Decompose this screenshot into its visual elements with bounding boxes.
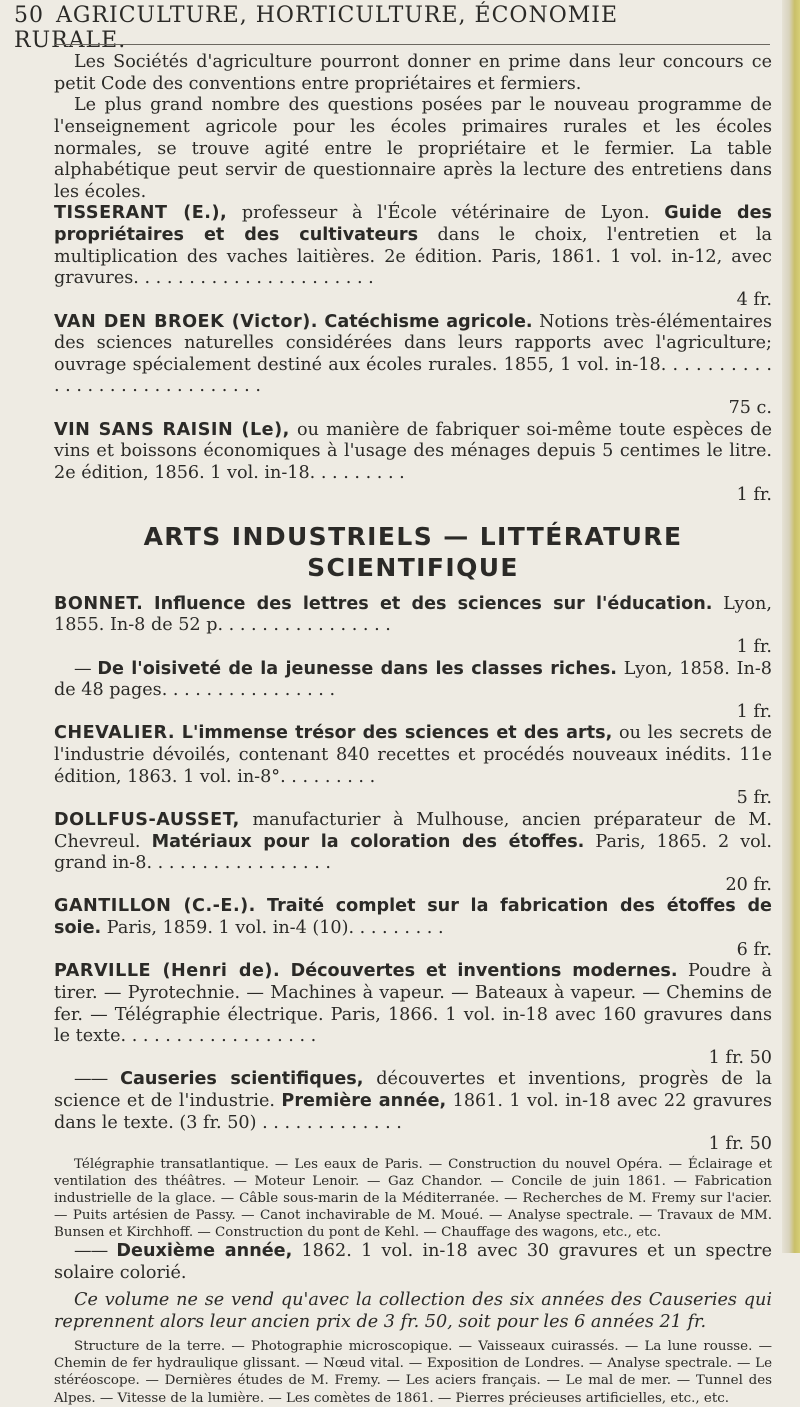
entry-price: 1 fr. 50 [708,1134,772,1155]
entry-author: DOLLFUS-AUSSET, [54,809,240,830]
catalog-entry [54,896,772,961]
entry-price: 5 fr. [736,788,772,809]
entry-contents: Structure de la terre. — Photographie microscopique. — Vaisseaux cuirassés. — La lune rousse. — Chemin de fer hydraulique glissant. — Nœud vital. — Exposition de Londres. — Analyse spectrale. — Le stéréoscope. — Dernières études de M. Fremy. — Les aciers français. — Le mal de mer. — Tunnel des Alpes. — Vitesse de la lumière. — Les comètes de 1861. — Pierres précieuses artificielles, etc., etc. [54,1339,772,1406]
entry-text: Paris, 1859. 1 vol. in-4 (10). . . . . . . . . [101,918,444,938]
catalog-entry [54,420,772,507]
entry-text: dans le choix, l'entretien et la multiplication des vaches laitières. 2e édition. Paris, 1861. 1 vol. in-12, avec gravures. . . . . . . . . . . . . . . . . . . . . . [54,225,772,289]
entry-author: — [74,658,91,679]
header-rule [54,44,770,45]
entry-title: Causeries scientifiques, [120,1069,364,1090]
entry-year-label: Première année, [281,1091,447,1111]
entry-price: 1 fr. [736,484,772,505]
entry-author: VIN SANS RAISIN (Le), [54,419,290,440]
entry-text: 1862. 1 vol. in-18 avec 30 gravures et un spectre solaire colorié. [54,1240,772,1283]
entry-price: 4 fr. [736,289,772,310]
entry-text: Poudre à tirer. — Pyrotechnie. — Machines à vapeur. — Bateaux à vapeur. — Chemins de fer. — Télégraphie électrique. Paris, 1866. 1 vol. in-18 avec 160 gravures dans le texte. . . . . . . . . . . . . . . . . . [54,961,773,1047]
entry-text: manufacturier à Mulhouse, ancien préparateur de M. Chevreul. [54,809,772,852]
entry-title: Découvertes et inventions modernes. [290,961,678,982]
entry-price: 1 fr. 50 [708,1047,772,1068]
intro-paragraph-1: Les Sociétés d'agriculture pourront donner en prime dans leur concours ce petit Code des conventions entre propriétaires et fermiers. [54,52,772,94]
entry-text: Lyon, 1858. In-8 de 48 pages. . . . . . . . . . . . . . . . [54,658,773,701]
entry-price: 6 fr. [736,939,772,960]
entry-price: 1 fr. [736,701,772,722]
entry-text: ou manière de fabriquer soi-même toute espèces de vins et boissons économiques à l'usage des ménages depuis 5 centimes le litre. 2e édition, 1856. 1 vol. in-18. . . . . . . . . [54,419,772,483]
entry-text: ou les secrets de l'industrie dévoilés, contenant 840 recettes et procédés nouveaux inédits. 11e édition, 1863. 1 vol. in-8°. . . . . . . . . [54,723,772,787]
entry-title: De l'oisiveté de la jeunesse dans les classes riches. [97,658,617,679]
catalog-entry [54,810,772,897]
entry-author: VAN DEN BROEK (Victor). [54,311,318,332]
running-title: AGRICULTURE, HORTICULTURE, ÉCONOMIE RURALE. [14,3,619,53]
entry-title: Guide des propriétaires et des cultivateurs [54,203,772,245]
entry-author: PARVILLE (Henri de). [54,961,281,982]
section-title: ARTS INDUSTRIELS — LITTÉRATURE SCIENTIFIQUE [143,522,683,582]
entry-title: Influence des lettres et des sciences sur l'éducation. [154,593,713,614]
entry-title: Deuxième année, [116,1240,293,1261]
catalog-entry [54,312,772,420]
entry-note: Ce volume ne se vend qu'avec la collection des six années des Causeries qui reprennent alors leur ancien prix de 3 fr. 50, soit pour les 6 années 21 fr. [54,1290,772,1332]
catalog-entry [54,594,772,659]
page-content [54,52,772,1407]
catalog-entry [54,659,772,724]
entry-dash: —— [74,1240,108,1261]
entry-dash: —— [74,1069,108,1090]
entry-price: 20 fr. [725,874,772,895]
entry-text: Paris, 1865. 2 vol. grand in-8. . . . . . . . . . . . . . . . . [54,831,772,874]
book-spine-edge [782,0,800,1253]
entry-title: Traité complet sur la fabrication des étoffes de soie. [54,896,772,938]
entry-price: 75 c. [728,398,772,418]
catalog-entry [54,1241,772,1284]
catalog-entry [54,723,772,810]
entry-text: découvertes et inventions, progrès de la science et de l'industrie. [54,1069,772,1111]
entry-author: GANTILLON (C.-E.). [54,896,256,917]
entry-title: Matériaux pour la coloration des étoffes. [151,831,585,852]
entry-text: Notions très-élémentaires des sciences naturelles considérées dans leurs rapports avec l'agriculture; ouvrage spécialement destiné aux écoles rurales. 1855, 1 vol. in-18. . . . . . . . . . . . . . . . . . . . . . . . . . . . . [54,311,773,397]
catalog-entry [54,1069,772,1156]
entry-author: CHEVALIER. [54,723,176,744]
entry-author: TISSERANT (E.), [54,203,228,224]
running-head [14,3,714,53]
entry-text: 1861. 1 vol. in-18 avec 22 gravures dans le texte. (3 fr. 50) . . . . . . . . . . . . . [54,1091,772,1133]
page-number: 50 [14,3,44,28]
catalog-entry [54,203,772,311]
intro-paragraph-2: Le plus grand nombre des questions posées par le nouveau programme de l'enseignement agricole pour les écoles primaires rurales et les écoles normales, se trouve agité entre le propriétaire et le fermier. La table alphabétique peut servir de questionnaire après la lecture des entretiens dans les écoles. [54,95,772,202]
entry-title: L'immense trésor des sciences et des arts, [181,723,613,744]
entry-author: BONNET. [54,593,144,614]
entry-text: professeur à l'École vétérinaire de Lyon. [227,203,665,224]
entry-contents: Télégraphie transatlantique. — Les eaux de Paris. — Construction du nouvel Opéra. — Éclairage et ventilation des théâtres. — Moteur Lenoir. — Gaz Chandor. — Concile de juin 1861. — Fabrication industrielle de la glace. — Câble sous-marin de la Méditerranée. — Recherches de M. Fremy sur l'acier. — Puits artésien de Passy. — Canot inchavirable de M. Moué. — Analyse spectrale. — Travaux de MM. Bunsen et Kirchhoff. — Construction du pont de Kehl. — Chauffage des wagons, etc., etc. [54,1156,772,1240]
catalog-entry [54,961,772,1069]
entry-text: Lyon, 1855. In-8 de 52 p. . . . . . . . . . . . . . . . [54,593,772,636]
entry-price: 1 fr. [736,636,772,657]
entry-title: Catéchisme agricole. [324,311,533,332]
